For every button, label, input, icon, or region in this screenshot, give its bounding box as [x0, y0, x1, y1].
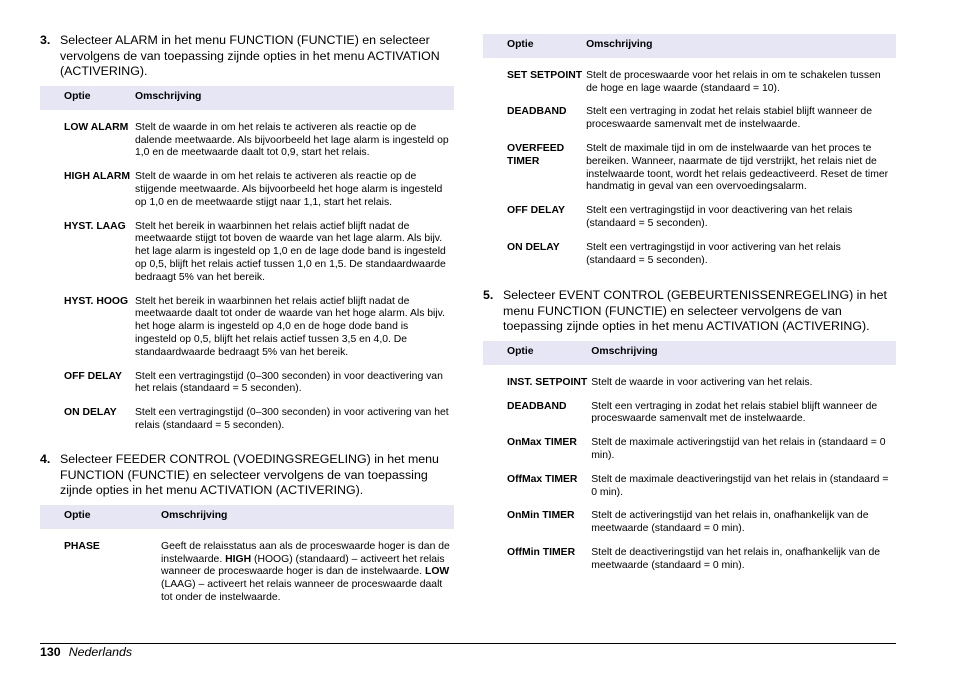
option-name: OnMax TIMER	[507, 437, 577, 449]
option-description: Stelt een vertraging in zodat het relais stabiel blijft wanneer de proceswaarde samenvalt met de instelwaarde.	[586, 106, 872, 131]
table-row	[483, 437, 896, 463]
option-name: HIGH ALARM	[64, 171, 130, 183]
option-description: Stelt een vertragingstijd in voor activering van het relais (standaard = 5 seconden).	[586, 241, 841, 266]
option-description: Stelt de maximale activeringstijd van het relais in (standaard = 0 min).	[591, 437, 886, 461]
table-row	[40, 371, 454, 397]
step-text: Selecteer EVENT CONTROL (GEBEURTENISSENREGELING) in het menu FUNCTION (FUNCTIE) en selecteer vervolgens de van toepassing zijnde opties in het menu ACTIVATION (ACTIVERING).	[503, 288, 887, 333]
option-description: Stelt de waarde in om het relais te activeren als reactie op de dalende meetwaarde. Als bijvoorbeeld het lage alarm is ingesteld op 1,0 en de meetwaarde daalt tot 0,9, start het relais.	[135, 121, 449, 159]
step-text: Selecteer FEEDER CONTROL (VOEDINGSREGELING) in het menu FUNCTION (FUNCTIE) en selecteer vervolgens de van toepassing zijnde opties in het menu ACTIVATION (ACTIVERING).	[60, 452, 439, 497]
low-term: LOW	[424, 566, 450, 578]
table-row	[483, 242, 896, 268]
step-3	[40, 33, 454, 80]
table-row	[483, 205, 896, 231]
option-name: ON DELAY	[507, 241, 560, 253]
option-description: Stelt de waarde in voor activering van het relais.	[591, 376, 813, 388]
option-name: PHASE	[64, 540, 100, 552]
header-description: Omschrijving	[591, 341, 896, 365]
step-number: 3.	[40, 33, 51, 47]
table-header	[40, 505, 454, 529]
table-row	[483, 547, 896, 573]
option-description: Geeft de relaisstatus aan als de proceswaarde hoger is dan de instelwaarde. HIGH (HOOG) (standaard) – activeert het relais wanneer de proceswaarde hoger is dan de instelwaarde. LOW (LAAG) – activeert het relais wanneer de proceswaarde daalt tot onder de instelwaarde.	[161, 540, 450, 603]
option-name: OFF DELAY	[507, 205, 565, 217]
option-name: SET SETPOINT	[507, 69, 583, 81]
option-name: ON DELAY	[64, 407, 117, 419]
table-row	[483, 70, 896, 96]
option-description: Stelt een vertraging in zodat het relais stabiel blijft wanneer de proceswaarde samenvalt met de instelwaarde.	[591, 400, 878, 425]
option-description: Stelt het bereik in waarbinnen het relais actief blijft nadat de meetwaarde stijgt tot boven de waarde van het lage alarm. Als bijv. het lage alarm is ingesteld op 1,0 en de lage dode band is ingesteld op 0,5, blijft het relais actief tussen 1,0 en 1,5. De standaardwaarde bedraagt 5% van het bereik.	[135, 220, 446, 283]
option-description: Stelt de deactiveringstijd van het relais in, onafhankelijk van de meetwaarde (standaard = 0 min).	[591, 546, 881, 571]
option-name: HYST. HOOG	[64, 295, 129, 307]
option-name: HYST. LAAG	[64, 220, 126, 232]
table-header	[483, 34, 896, 58]
table-row	[483, 510, 896, 536]
table-row	[483, 143, 896, 194]
table-row	[483, 377, 896, 390]
option-description: Stelt de maximale deactiveringstijd van het relais in (standaard = 0 min).	[591, 473, 889, 498]
option-name: OffMin TIMER	[507, 546, 576, 558]
option-description: Stelt de activeringstijd van het relais in, onafhankelijk van de meetwaarde (standaard = 0 min).	[591, 510, 869, 535]
page-footer	[40, 643, 896, 659]
step-number: 4.	[40, 452, 51, 466]
table-row	[40, 296, 454, 360]
table-header	[40, 86, 454, 110]
table-row	[40, 541, 454, 605]
header-option: Optie	[483, 34, 586, 58]
feeder-options-table-continued	[483, 34, 896, 267]
table-row	[40, 221, 454, 285]
table-row	[40, 407, 454, 433]
language-label: Nederlands	[68, 645, 133, 659]
option-name: OnMin TIMER	[507, 510, 575, 522]
table-row	[483, 474, 896, 500]
table-header	[483, 341, 896, 365]
header-option: Optie	[40, 86, 135, 110]
table-row	[483, 106, 896, 132]
option-name: INST. SETPOINT	[507, 376, 588, 388]
header-description: Omschrijving	[161, 505, 454, 529]
option-description: Stelt een vertragingstijd (0–300 seconden) in voor activering van het relais (standaard = 5 seconden).	[135, 407, 449, 431]
option-description: Stelt de proceswaarde voor het relais in om te schakelen tussen de hoge en lage waarde (standaard = 10).	[586, 69, 881, 94]
option-description: Stelt een vertragingstijd (0–300 seconden) in voor deactivering van het relais (standaard = 5 seconden).	[135, 370, 443, 395]
header-option: Optie	[40, 505, 161, 529]
table-row	[40, 122, 454, 160]
feeder-options-table	[40, 505, 454, 605]
high-term: HIGH	[225, 553, 252, 565]
option-name: DEADBAND	[507, 400, 567, 412]
event-options-table	[483, 341, 896, 573]
alarm-options-table	[40, 86, 454, 433]
option-name: OffMax TIMER	[507, 473, 578, 485]
step-number: 5.	[483, 288, 494, 302]
option-name: OFF DELAY	[64, 370, 122, 382]
option-name: OVERFEED TIMER	[507, 142, 565, 167]
table-row	[40, 171, 454, 209]
page-number: 130	[40, 645, 61, 659]
option-name: LOW ALARM	[64, 121, 129, 133]
header-description: Omschrijving	[586, 34, 896, 58]
option-description: Stelt een vertragingstijd in voor deactivering van het relais (standaard = 5 seconden).	[586, 205, 853, 229]
table-row	[483, 401, 896, 427]
header-description: Omschrijving	[135, 86, 454, 110]
option-description: Stelt de maximale tijd in om de instelwaarde van het proces te bereiken. Wanneer, naarmate de tijd verstrijkt, het relais niet de instelwaarde toont, wordt het relais gedeactiveerd. Reset de timer handmatig in geval van een overvoedingsalarm.	[586, 142, 889, 193]
step-5	[483, 288, 896, 335]
option-description: Stelt de waarde in om het relais te activeren als reactie op de stijgende meetwaarde. Als bijvoorbeeld het hoge alarm is ingesteld op 1,0 en de meetwaarde stijgt naar 1,1, start het relais.	[135, 171, 443, 208]
header-option: Optie	[483, 341, 591, 365]
step-text: Selecteer ALARM in het menu FUNCTION (FUNCTIE) en selecteer vervolgens de van toepassing zijnde opties in het menu ACTIVATION (ACTIVERING).	[60, 33, 440, 78]
step-4	[40, 452, 454, 499]
option-description: Stelt het bereik in waarbinnen het relais actief blijft nadat de meetwaarde daalt tot onder de waarde van het hoge alarm. Als bijv. het hoge alarm is ingesteld op 4,0 en de hoge dode band is ingesteld op 0,5, blijft het relais actief tussen 3,5 en 4,0. De standaardwaarde bedraagt 5% van het bereik.	[135, 295, 445, 358]
option-name: DEADBAND	[507, 106, 567, 118]
